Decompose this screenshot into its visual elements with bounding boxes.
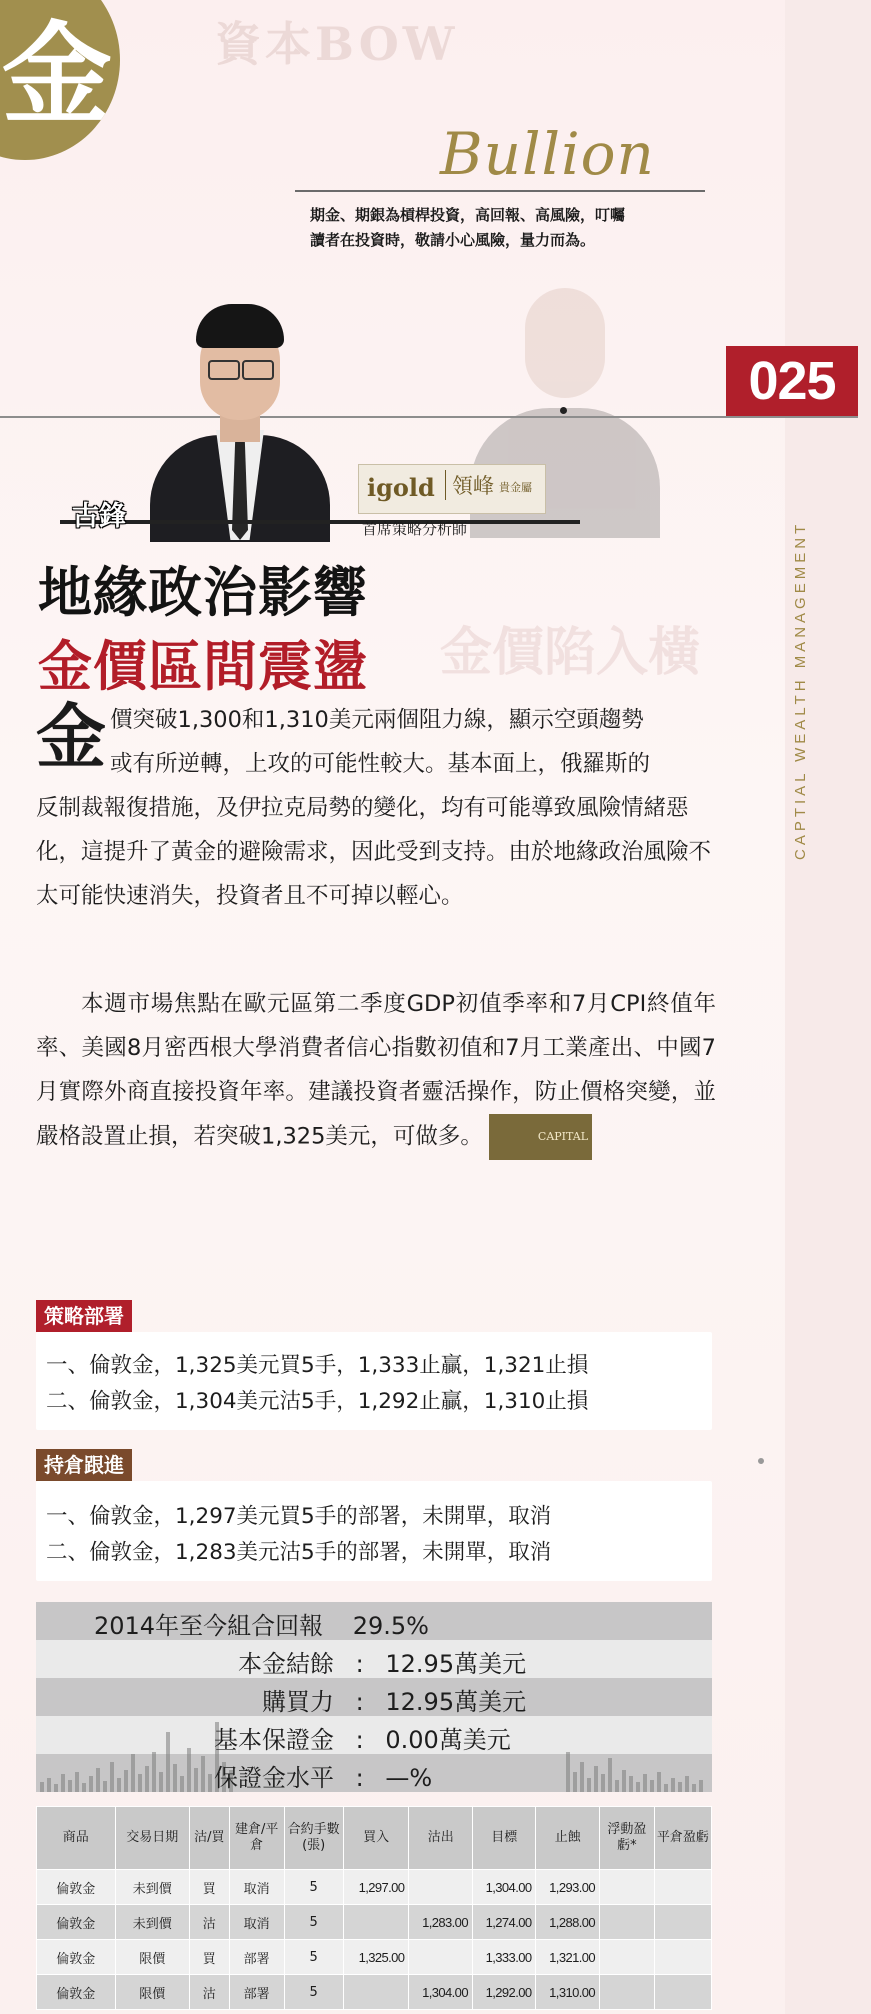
position-item: 二、倫敦金，1,283美元沽5手的部署，未開單，取消	[46, 1540, 552, 1565]
table-cell	[654, 1870, 711, 1905]
headline-line-2: 金價區間震盪	[38, 635, 368, 698]
paragraph-2	[36, 982, 716, 1160]
speck	[758, 1458, 764, 1464]
summary-row: 基本保證金 : 0.00萬美元	[214, 1726, 511, 1754]
balance-label: 本金結餘	[238, 1650, 334, 1678]
buying-label: 購買力	[262, 1688, 334, 1716]
table-cell: 未到價	[115, 1870, 189, 1905]
strategy-box	[36, 1332, 712, 1430]
summary-row	[94, 1606, 429, 1641]
table-cell: 1,288.00	[536, 1905, 600, 1940]
table-cell: 倫敦金	[37, 1905, 116, 1940]
column-header: 合約手數(張)	[284, 1807, 343, 1870]
page-number: 025	[726, 346, 858, 416]
gold-badge-logo	[0, 0, 120, 160]
position-item: 一、倫敦金，1,297美元買5手的部署，未開單，取消	[46, 1504, 552, 1529]
strategy-item: 一、倫敦金，1,325美元買5手，1,333止贏，1,321止損	[46, 1353, 589, 1378]
table-cell: 5	[284, 1940, 343, 1975]
disclaimer-line: 期金、期銀為槓桿投資，高回報、高風險，叮囑	[310, 206, 626, 224]
table-cell: 沽	[189, 1975, 229, 2010]
column-header: 交易日期	[115, 1807, 189, 1870]
table-row	[37, 1975, 712, 2010]
table-cell: 1,325.00	[343, 1940, 409, 1975]
table-cell	[599, 1940, 654, 1975]
table-cell	[409, 1940, 473, 1975]
margin-level-label: 保證金水平	[214, 1764, 334, 1792]
table-cell: 買	[189, 1870, 229, 1905]
disclaimer-line: 讀者在投資時，敬請小心風險，量力而為。	[310, 231, 596, 249]
table-cell	[599, 1905, 654, 1940]
show-through-masthead: 資本BOW	[215, 17, 459, 71]
strategy-heading: 策略部署	[36, 1300, 132, 1332]
table-cell: 倫敦金	[37, 1870, 116, 1905]
table-cell: 1,333.00	[472, 1940, 536, 1975]
buying-value: 12.95萬美元	[385, 1688, 527, 1716]
name-underline	[60, 520, 580, 524]
paragraph-2-text: 本週市場焦點在歐元區第二季度GDP初值季率和7月CPI終值年率、美國8月密西根大學消費者信心指數初值和7月工業產出、中國7月實際外商直接投資年率。建議投資者靈活操作，防止價格突變，並嚴格設置止損，若突破1,325美元，可做多。	[36, 991, 716, 1150]
table-row	[37, 1905, 712, 1940]
table-cell: 取消	[229, 1905, 284, 1940]
company-logo	[358, 464, 546, 514]
column-header: 浮動盈虧*	[599, 1807, 654, 1870]
table-cell	[654, 1940, 711, 1975]
return-value: 29.5%	[352, 1612, 429, 1640]
paragraph-1-line: 或有所逆轉，上攻的可能性較大。基本面上，俄羅斯的	[110, 751, 651, 777]
section-title: Bullion	[440, 120, 655, 188]
drop-cap: 金	[36, 696, 106, 778]
table-cell: 限價	[115, 1975, 189, 2010]
table-header-row	[37, 1807, 712, 1870]
divider	[295, 190, 705, 192]
company-logo-en: igold	[367, 473, 435, 502]
right-margin	[785, 0, 871, 2014]
author-title: 首席策略分析師	[362, 520, 468, 538]
table-cell: 倫敦金	[37, 1975, 116, 2010]
positions-heading: 持倉跟進	[36, 1449, 132, 1481]
column-header: 目標	[472, 1807, 536, 1870]
table-cell: 1,283.00	[409, 1905, 473, 1940]
decorative-bars	[566, 1752, 703, 1792]
badge-glyph: 金	[2, 11, 112, 139]
table-cell	[343, 1905, 409, 1940]
table-cell: 1,304.00	[472, 1870, 536, 1905]
table-cell	[654, 1975, 711, 2010]
table-cell: 5	[284, 1905, 343, 1940]
author-portrait	[150, 290, 330, 542]
paragraph-1-body: 反制裁報復措施，及伊拉克局勢的變化，均有可能導致風險情緒惡化，這提升了黃金的避險需求，因此受到支持。由於地緣政治風險不太可能快速消失，投資者且不可掉以輕心。	[36, 795, 712, 909]
table-cell: 部署	[229, 1940, 284, 1975]
headline-line-1: 地緣政治影響	[38, 561, 368, 624]
paragraph-1-line: 價突破1,300和1,310美元兩個阻力線，顯示空頭趨勢	[110, 707, 644, 733]
margin-level-value: —%	[385, 1764, 433, 1792]
show-through-headline: 金價陷入橫	[440, 623, 701, 683]
table-row	[37, 1940, 712, 1975]
table-cell: 1,274.00	[472, 1905, 536, 1940]
positions-box	[36, 1481, 712, 1581]
author-name: 古鋒	[72, 501, 126, 532]
company-logo-sub: 貴金屬	[499, 481, 532, 494]
return-label: 2014年至今組合回報	[94, 1612, 324, 1640]
table-cell	[343, 1975, 409, 2010]
summary-row: 購買力 : 12.95萬美元	[262, 1688, 527, 1716]
column-header: 沽/買	[189, 1807, 229, 1870]
margin-value: 0.00萬美元	[385, 1726, 511, 1754]
table-cell: 1,292.00	[472, 1975, 536, 2010]
column-header: 沽出	[409, 1807, 473, 1870]
table-cell	[654, 1905, 711, 1940]
strategy-item: 二、倫敦金，1,304美元沽5手，1,292止贏，1,310止損	[46, 1389, 589, 1414]
table-cell: 1,297.00	[343, 1870, 409, 1905]
table-cell: 買	[189, 1940, 229, 1975]
table-cell: 取消	[229, 1870, 284, 1905]
vertical-section-label: CAPTIAL WEALTH MANAGEMENT	[792, 520, 809, 860]
speck	[560, 407, 567, 414]
table-cell: 5	[284, 1975, 343, 2010]
summary-row: 保證金水平 : —%	[214, 1764, 433, 1792]
column-header: 商品	[37, 1807, 116, 1870]
table-cell: 未到價	[115, 1905, 189, 1940]
header-rule	[0, 416, 858, 418]
table-row	[37, 1870, 712, 1905]
table-cell	[409, 1870, 473, 1905]
column-header: 買入	[343, 1807, 409, 1870]
table-cell: 5	[284, 1870, 343, 1905]
column-header: 止蝕	[536, 1807, 600, 1870]
risk-disclaimer	[310, 203, 710, 253]
table-cell: 1,293.00	[536, 1870, 600, 1905]
end-mark: CAPITAL	[489, 1114, 592, 1160]
table-cell: 沽	[189, 1905, 229, 1940]
table-cell	[599, 1870, 654, 1905]
table-cell: 限價	[115, 1940, 189, 1975]
trade-table	[36, 1806, 712, 2010]
decorative-bars	[40, 1722, 233, 1792]
table-cell: 部署	[229, 1975, 284, 2010]
margin-label: 基本保證金	[214, 1726, 334, 1754]
company-logo-zh: 領峰	[445, 470, 494, 500]
table-cell: 1,310.00	[536, 1975, 600, 2010]
column-header: 平倉盈虧	[654, 1807, 711, 1870]
portfolio-summary	[36, 1602, 712, 1792]
table-cell	[599, 1975, 654, 2010]
summary-row: 本金結餘 : 12.95萬美元	[238, 1650, 527, 1678]
table-cell: 1,304.00	[409, 1975, 473, 2010]
table-cell: 1,321.00	[536, 1940, 600, 1975]
table-cell: 倫敦金	[37, 1940, 116, 1975]
balance-value: 12.95萬美元	[385, 1650, 527, 1678]
column-header: 建倉/平倉	[229, 1807, 284, 1870]
